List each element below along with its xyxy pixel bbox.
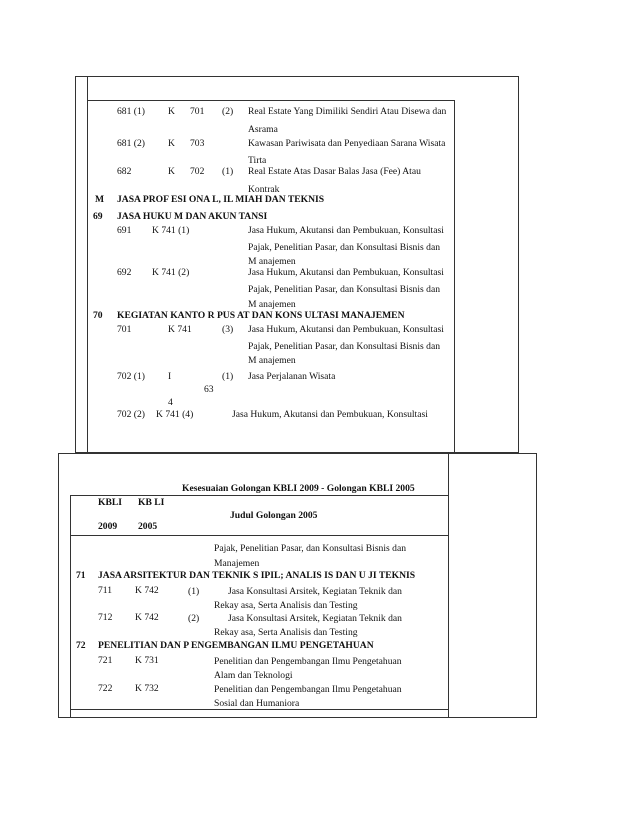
kbli-description: Jasa Hukum, Akutansi dan Pembukuan, Konsultasi — [248, 225, 444, 236]
kbli-code: 682 — [117, 166, 132, 177]
kbli-description-cont: Rekay asa, Serta Analisis dan Testing — [214, 627, 358, 638]
kbli-description: Penelitian dan Pengembangan Ilmu Pengetahuan — [214, 684, 402, 695]
kbli-description: Jasa Konsultasi Arsitek, Kegiatan Teknik dan — [228, 586, 402, 597]
kbli-2005: 702 — [190, 166, 205, 177]
group-code: 72 — [76, 640, 86, 651]
kbli-2005: K 731 — [135, 655, 159, 666]
kbli-letter: K — [168, 106, 175, 117]
kbli-description-cont: Pajak, Penelitian Pasar, dan Konsultasi Bisnis dan — [248, 242, 441, 253]
page2-bottom-line — [70, 709, 448, 710]
page-number: 63 — [204, 384, 214, 395]
kbli-description: Real Estate Yang Dimiliki Sendiri Atau Disewa dan — [248, 106, 447, 117]
kbli-description: Real Estate Atas Dasar Balas Jasa (Fee) Atau — [248, 166, 421, 177]
header-year-2009: 2009 — [98, 521, 118, 532]
section-code: M — [95, 194, 105, 205]
kbli-2005: 701 — [190, 106, 205, 117]
table-title: Kesesuaian Golongan KBLI 2009 - Golongan KBLI 2005 — [182, 483, 415, 494]
kbli-2005: K 732 — [135, 683, 159, 694]
kbli-code: 711 — [98, 585, 113, 596]
kbli-code: 712 — [98, 612, 113, 623]
kbli-description-cont: Pajak, Penelitian Pasar, dan Konsultasi Bisnis dan — [248, 284, 441, 295]
kbli-description: Jasa Hukum, Akutansi dan Pembukuan, Konsultasi — [232, 409, 428, 420]
page1-top-divider — [87, 100, 454, 101]
kbli-description-cont: Kontrak — [248, 184, 280, 195]
kbli-2005: K 741 (2) — [152, 267, 190, 278]
kbli-part: (3) — [222, 324, 234, 335]
group-code: 71 — [76, 570, 86, 581]
kbli-code: 681 (2) — [117, 138, 145, 149]
kbli-letter: K — [168, 166, 175, 177]
kbli-part: (1) — [222, 371, 234, 382]
page1-inner-left-border — [87, 76, 88, 453]
kbli-code: 702 (2) — [117, 409, 145, 420]
kbli-2005: K 741 (1) — [152, 225, 190, 236]
page1-frame — [75, 76, 519, 453]
header-kbli-2005: KB LI — [138, 497, 165, 508]
kbli-2005: K 742 — [135, 612, 159, 623]
section-title: JASA PROF ESI ONA L, IL MIAH DAN TEKNIS — [117, 194, 325, 205]
kbli-description-cont: Alam dan Teknologi — [214, 670, 293, 681]
kbli-code: 721 — [98, 655, 113, 666]
kbli-2005: K 742 — [135, 585, 159, 596]
page2-header-top-line — [70, 495, 448, 496]
group-code: 70 — [93, 310, 103, 321]
group-title: PENELITIAN DAN P ENGEMBANGAN ILMU PENGETAHUAN — [98, 640, 374, 651]
page-number-digit: 4 — [168, 397, 173, 408]
kbli-code: 692 — [117, 267, 132, 278]
kbli-code: 681 (1) — [117, 106, 145, 117]
page2-inner-left-border — [70, 495, 71, 718]
kbli-letter: I — [168, 371, 172, 382]
kbli-description: Jasa Perjalanan Wisata — [248, 371, 336, 382]
kbli-2005: K 741 (4) — [156, 409, 194, 420]
kbli-part: (1) — [188, 586, 200, 597]
group-title: KEGIATAN KANTO R PUS AT DAN KONS ULTASI MANAJEMEN — [117, 310, 405, 321]
header-judul: Judul Golongan 2005 — [230, 510, 318, 521]
kbli-part: (2) — [188, 613, 200, 624]
kbli-description: Jasa Konsultasi Arsitek, Kegiatan Teknik dan — [228, 613, 402, 624]
group-title: JASA ARSITEKTUR DAN TEKNIK S IPIL; ANALIS IS DAN U JI TEKNIS — [98, 570, 416, 581]
kbli-description-cont: Manajemen — [214, 558, 260, 569]
page2-inner-right-border — [448, 453, 449, 718]
kbli-letter: K — [168, 138, 175, 149]
kbli-code: 722 — [98, 683, 113, 694]
kbli-description-cont: Sosial dan Humaniora — [214, 698, 300, 709]
kbli-code: 702 (1) — [117, 371, 145, 382]
kbli-description-cont: Pajak, Penelitian Pasar, dan Konsultasi Bisnis dan — [248, 341, 441, 352]
kbli-description: Jasa Hukum, Akutansi dan Pembukuan, Konsultasi — [248, 267, 444, 278]
group-title: JASA HUKU M DAN AKUN TANSI — [117, 211, 268, 222]
kbli-2005: 703 — [190, 138, 205, 149]
kbli-description-cont: M anajemen — [248, 355, 296, 366]
kbli-description: Jasa Hukum, Akutansi dan Pembukuan, Konsultasi — [248, 324, 444, 335]
kbli-description: Penelitian dan Pengembangan Ilmu Pengetahuan — [214, 656, 402, 667]
kbli-code: 691 — [117, 225, 132, 236]
kbli-description-cont: Rekay asa, Serta Analisis dan Testing — [214, 600, 358, 611]
kbli-2005: K 741 — [168, 324, 192, 335]
page1-inner-right-border — [454, 100, 455, 453]
kbli-description-cont: Asrama — [248, 124, 278, 135]
kbli-description-cont: Pajak, Penelitian Pasar, dan Konsultasi Bisnis dan — [214, 543, 407, 554]
kbli-description-cont: M anajemen — [248, 256, 296, 267]
header-kbli-2009: KBLI — [98, 497, 122, 508]
kbli-description-cont: Tirta — [248, 155, 267, 166]
group-code: 69 — [93, 211, 103, 222]
kbli-code: 701 — [117, 324, 132, 335]
page2-header-bottom-line — [70, 535, 448, 536]
kbli-part: (1) — [222, 166, 234, 177]
kbli-part: (2) — [222, 106, 234, 117]
header-year-2005: 2005 — [138, 521, 158, 532]
kbli-description-cont: M anajemen — [248, 299, 296, 310]
kbli-description: Kawasan Pariwisata dan Penyediaan Sarana Wisata — [248, 138, 446, 149]
